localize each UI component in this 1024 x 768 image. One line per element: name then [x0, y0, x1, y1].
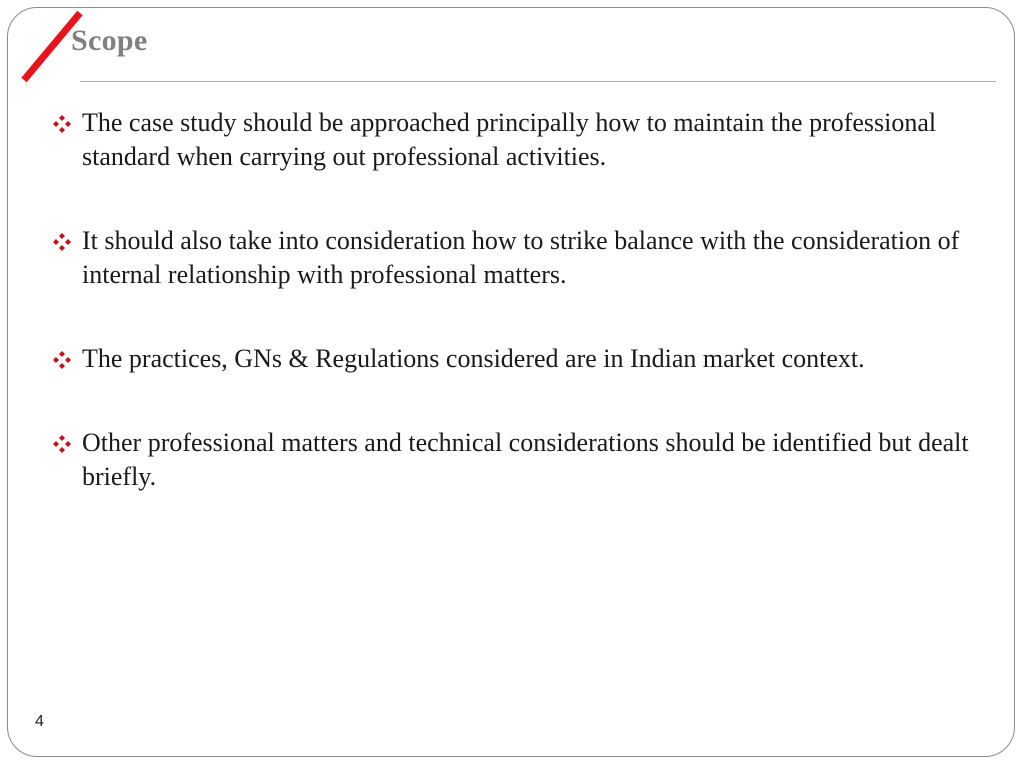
bullet-list [52, 106, 972, 494]
bullet-text: The practices, GNs & Regulations considered are in Indian market context. [82, 344, 865, 373]
page-number: 4 [35, 713, 44, 730]
diamond-bullet-icon [52, 114, 72, 134]
bullet-text: It should also take into consideration how to strike balance with the consideration of internal relationship with professional matters. [82, 226, 960, 289]
bullet-text: Other professional matters and technical considerations should be identified but dealt briefly. [82, 428, 969, 491]
bullet-item [52, 106, 972, 174]
diamond-bullet-icon [52, 350, 72, 370]
title-divider [80, 81, 996, 82]
bullet-item [52, 342, 972, 376]
diamond-bullet-icon [52, 434, 72, 454]
bullet-text: The case study should be approached principally how to maintain the professional standard when carrying out professional activities. [82, 108, 937, 171]
diamond-bullet-icon [52, 232, 72, 252]
bullet-item [52, 224, 972, 292]
slide-title: Scope [71, 24, 148, 57]
bullet-item [52, 426, 972, 494]
